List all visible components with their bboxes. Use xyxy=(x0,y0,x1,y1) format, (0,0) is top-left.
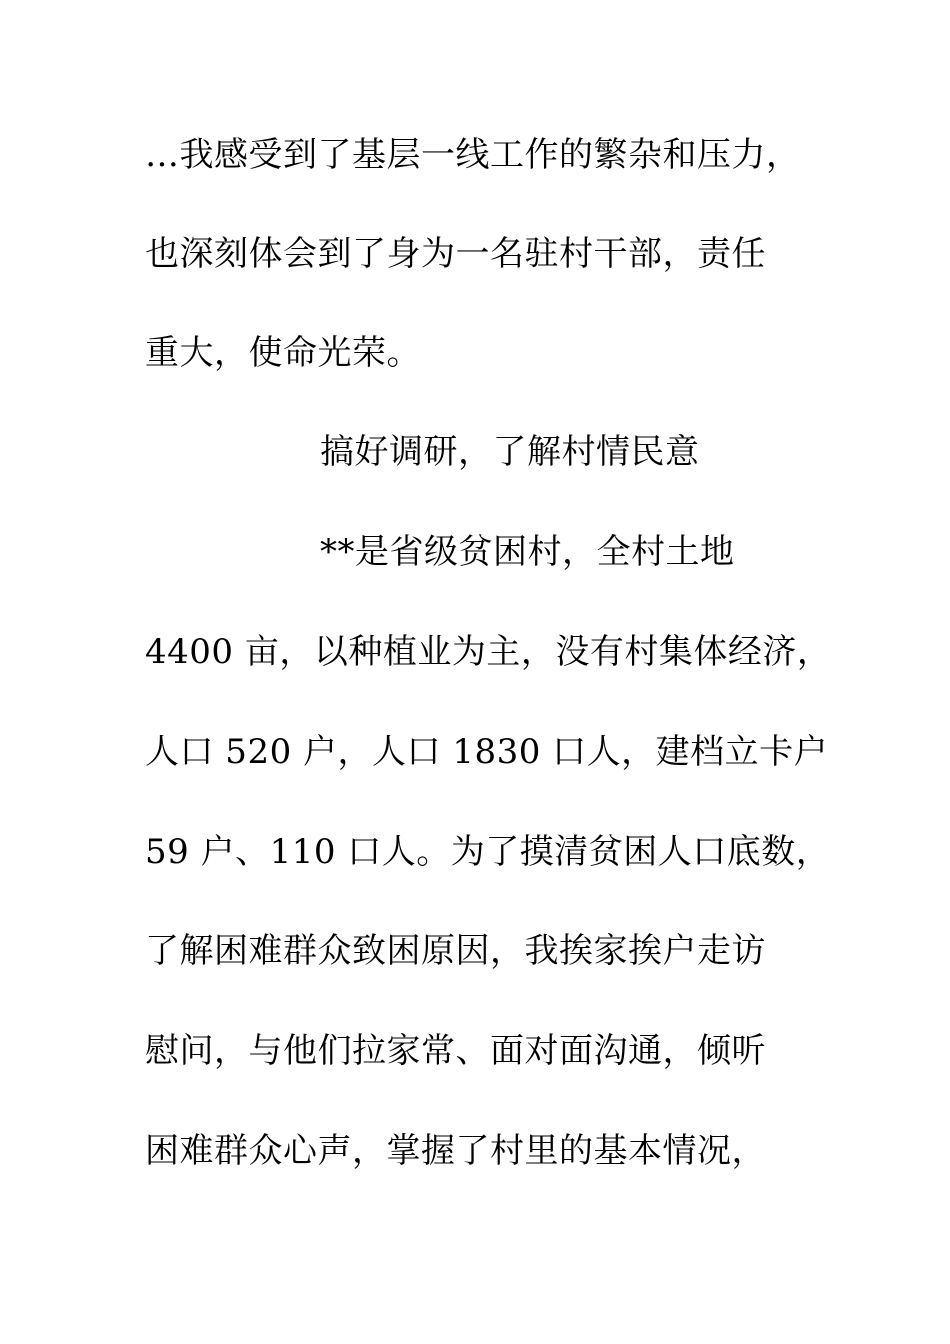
text-line: 了解困难群众致困原因，我挨家挨户走访 xyxy=(145,931,766,971)
text-line: 4400 亩，以种植业为主，没有村集体经济， xyxy=(145,632,832,672)
text-line: 也深刻体会到了身为一名驻村干部，责任 xyxy=(145,234,766,274)
paragraph-first-line: **是省级贫困村，全村土地 xyxy=(320,532,735,572)
text-line: 人口 520 户，人口 1830 口人，建档立卡户 xyxy=(145,732,829,772)
text-line: 困难群众心声，掌握了村里的基本情况， xyxy=(145,1131,766,1171)
section-heading: 搞好调研，了解村情民意 xyxy=(320,432,700,472)
text-line: 重大，使命光荣。 xyxy=(145,333,421,373)
text-line: 慰问，与他们拉家常、面对面沟通，倾听 xyxy=(145,1031,766,1071)
text-line: 59 户、110 口人。为了摸清贫困人口底数， xyxy=(145,832,831,872)
text-line: …我感受到了基层一线工作的繁杂和压力， xyxy=(145,135,801,175)
